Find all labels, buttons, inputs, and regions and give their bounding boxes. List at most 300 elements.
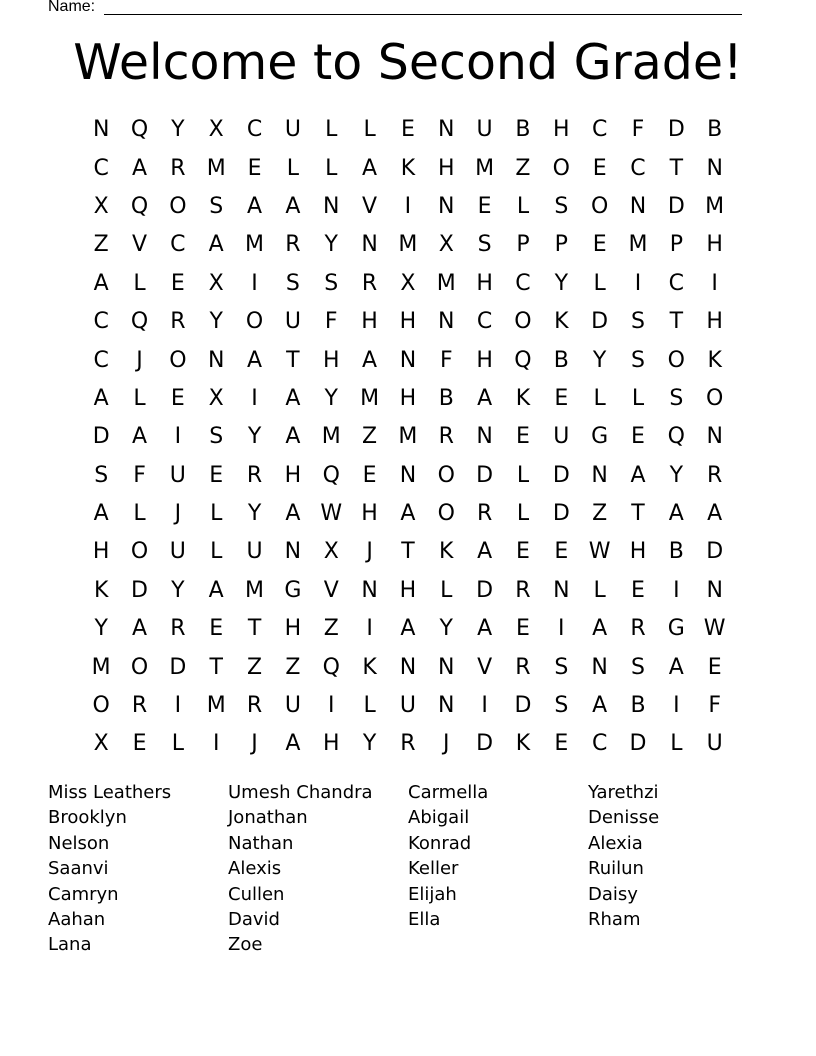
grid-letter[interactable]: L bbox=[631, 385, 645, 411]
grid-letter[interactable]: X bbox=[208, 117, 224, 143]
grid-letter[interactable]: A bbox=[400, 501, 416, 527]
grid-letter[interactable]: I bbox=[366, 616, 373, 642]
grid-letter[interactable]: B bbox=[438, 385, 454, 411]
grid-letter[interactable]: P bbox=[554, 232, 568, 258]
grid-letter[interactable]: K bbox=[515, 731, 531, 757]
grid-letter[interactable]: M bbox=[360, 385, 380, 411]
grid-letter[interactable]: S bbox=[209, 193, 224, 219]
grid-letter[interactable]: S bbox=[477, 232, 492, 258]
grid-letter[interactable]: R bbox=[630, 616, 646, 642]
word-item: Nathan bbox=[228, 832, 294, 854]
grid-letter[interactable]: K bbox=[362, 654, 377, 680]
grid-letter[interactable]: U bbox=[399, 693, 416, 719]
grid-letter[interactable]: X bbox=[400, 270, 416, 296]
grid-letter[interactable]: A bbox=[208, 577, 224, 603]
grid-letter[interactable]: N bbox=[399, 347, 417, 373]
grid-letter[interactable]: Q bbox=[130, 117, 149, 143]
grid-letter[interactable]: M bbox=[705, 193, 725, 219]
grid-letter[interactable]: S bbox=[324, 270, 339, 296]
grid-letter[interactable]: A bbox=[400, 616, 416, 642]
grid-letter[interactable]: N bbox=[323, 193, 340, 219]
grid-letter[interactable]: A bbox=[477, 539, 493, 565]
grid-letter[interactable]: I bbox=[404, 193, 412, 219]
grid-letter[interactable]: E bbox=[209, 462, 224, 488]
grid-letter[interactable]: Z bbox=[592, 501, 608, 527]
grid-letter[interactable]: L bbox=[133, 385, 146, 411]
grid-letter[interactable]: A bbox=[93, 501, 109, 527]
grid-letter[interactable]: A bbox=[285, 385, 301, 411]
grid-letter[interactable]: E bbox=[631, 424, 645, 450]
grid-letter[interactable]: Q bbox=[514, 347, 532, 373]
grid-letter[interactable]: Y bbox=[362, 731, 377, 757]
grid-letter[interactable]: O bbox=[437, 501, 455, 527]
grid-letter[interactable]: D bbox=[629, 731, 647, 757]
grid-row bbox=[82, 188, 734, 226]
grid-letter[interactable]: Y bbox=[439, 616, 453, 642]
grid-letter[interactable]: L bbox=[133, 501, 146, 527]
grid-letter[interactable]: Z bbox=[323, 616, 339, 642]
grid-letter[interactable]: Z bbox=[285, 654, 301, 680]
word-column bbox=[228, 780, 408, 958]
grid-letter[interactable]: N bbox=[361, 232, 378, 258]
grid-letter[interactable]: N bbox=[399, 462, 417, 488]
grid-letter[interactable]: G bbox=[284, 577, 302, 603]
grid-letter[interactable]: R bbox=[285, 232, 301, 258]
grid-letter[interactable]: C bbox=[93, 155, 109, 181]
grid-letter[interactable]: C bbox=[246, 117, 263, 143]
grid-letter[interactable]: H bbox=[629, 539, 647, 565]
grid-letter[interactable]: R bbox=[170, 155, 186, 181]
grid-letter[interactable]: H bbox=[476, 347, 493, 373]
grid-letter[interactable]: L bbox=[516, 193, 530, 219]
grid-letter[interactable]: H bbox=[322, 731, 340, 757]
grid-letter[interactable]: X bbox=[323, 539, 339, 565]
grid-letter[interactable]: A bbox=[93, 270, 109, 296]
grid-letter[interactable]: U bbox=[706, 731, 723, 757]
grid-letter[interactable]: E bbox=[554, 539, 569, 565]
grid-letter[interactable]: I bbox=[711, 270, 718, 296]
grid-letter[interactable]: D bbox=[169, 654, 187, 680]
grid-letter[interactable]: Q bbox=[667, 424, 685, 450]
grid-letter[interactable]: N bbox=[476, 424, 493, 450]
grid-letter[interactable]: E bbox=[362, 462, 377, 488]
grid-letter[interactable]: R bbox=[361, 270, 378, 296]
grid-letter[interactable]: P bbox=[516, 232, 530, 258]
grid-letter[interactable]: M bbox=[206, 155, 226, 181]
grid-letter[interactable]: O bbox=[92, 693, 110, 719]
grid-letter[interactable]: B bbox=[707, 117, 723, 143]
grid-letter[interactable]: P bbox=[669, 232, 683, 258]
grid-letter[interactable]: N bbox=[706, 155, 723, 181]
grid-letter[interactable]: D bbox=[667, 117, 685, 143]
grid-letter[interactable]: N bbox=[438, 693, 455, 719]
grid-row bbox=[82, 687, 734, 725]
grid-letter[interactable]: S bbox=[209, 424, 224, 450]
grid-letter[interactable]: C bbox=[515, 270, 531, 296]
grid-letter[interactable]: E bbox=[477, 193, 492, 219]
grid-letter[interactable]: K bbox=[93, 577, 109, 603]
grid-letter[interactable]: O bbox=[514, 309, 532, 335]
grid-letter[interactable]: L bbox=[325, 155, 338, 181]
grid-letter[interactable]: E bbox=[247, 155, 262, 181]
grid-letter[interactable]: X bbox=[208, 385, 224, 411]
grid-letter[interactable]: R bbox=[476, 501, 493, 527]
grid-letter[interactable]: M bbox=[398, 424, 418, 450]
grid-letter[interactable]: V bbox=[477, 654, 493, 680]
grid-letter[interactable]: Z bbox=[515, 155, 531, 181]
grid-letter[interactable]: D bbox=[92, 424, 110, 450]
grid-letter[interactable]: Q bbox=[322, 462, 340, 488]
grid-letter[interactable]: J bbox=[136, 347, 143, 373]
grid-letter[interactable]: H bbox=[322, 347, 340, 373]
grid-letter[interactable]: L bbox=[363, 117, 376, 143]
grid-letter[interactable]: D bbox=[706, 539, 724, 565]
grid-letter[interactable]: Y bbox=[554, 270, 569, 296]
grid-letter[interactable]: J bbox=[366, 539, 373, 565]
grid-letter[interactable]: T bbox=[209, 654, 223, 680]
grid-letter[interactable]: N bbox=[591, 654, 608, 680]
grid-letter[interactable]: O bbox=[706, 385, 724, 411]
grid-letter[interactable]: A bbox=[707, 501, 723, 527]
grid-letter[interactable]: E bbox=[554, 385, 569, 411]
grid-letter[interactable]: J bbox=[174, 501, 182, 527]
grid-letter[interactable]: R bbox=[515, 577, 531, 603]
grid-letter[interactable]: I bbox=[251, 385, 258, 411]
grid-letter[interactable]: Y bbox=[94, 616, 108, 642]
grid-letter[interactable]: E bbox=[170, 385, 185, 411]
grid-letter[interactable]: A bbox=[592, 616, 608, 642]
grid-letter[interactable]: T bbox=[286, 347, 300, 373]
grid-letter[interactable]: V bbox=[362, 193, 378, 219]
grid-letter[interactable]: C bbox=[476, 309, 493, 335]
grid-letter[interactable]: A bbox=[285, 193, 301, 219]
grid-letter[interactable]: K bbox=[439, 539, 454, 565]
grid-letter[interactable]: Q bbox=[130, 193, 149, 219]
grid-letter[interactable]: H bbox=[437, 155, 455, 181]
grid-letter[interactable]: M bbox=[206, 693, 226, 719]
grid-letter[interactable]: A bbox=[362, 155, 378, 181]
grid-letter[interactable]: N bbox=[438, 654, 455, 680]
grid-letter[interactable]: S bbox=[631, 654, 645, 680]
grid-letter[interactable]: Y bbox=[324, 232, 338, 258]
grid-letter[interactable]: D bbox=[667, 193, 685, 219]
grid-letter[interactable]: J bbox=[443, 731, 450, 757]
grid-letter[interactable]: R bbox=[131, 693, 148, 719]
grid-letter[interactable]: C bbox=[93, 309, 109, 335]
grid-letter[interactable]: F bbox=[133, 462, 146, 488]
grid-letter[interactable]: B bbox=[630, 693, 646, 719]
grid-letter[interactable]: V bbox=[323, 577, 339, 603]
grid-letter[interactable]: G bbox=[591, 424, 609, 450]
grid-letter[interactable]: L bbox=[325, 117, 338, 143]
grid-letter[interactable]: E bbox=[631, 577, 645, 603]
grid-letter[interactable]: L bbox=[670, 731, 683, 757]
grid-letter[interactable]: E bbox=[592, 155, 607, 181]
grid-letter[interactable]: E bbox=[554, 731, 569, 757]
grid-letter[interactable]: R bbox=[707, 462, 723, 488]
grid-letter[interactable]: U bbox=[169, 462, 186, 488]
grid-letter[interactable]: I bbox=[558, 616, 565, 642]
grid-letter[interactable]: D bbox=[476, 577, 494, 603]
grid-letter[interactable]: A bbox=[362, 347, 378, 373]
grid-letter[interactable]: U bbox=[284, 693, 301, 719]
grid-letter[interactable]: R bbox=[170, 309, 186, 335]
grid-letter[interactable]: K bbox=[400, 155, 416, 181]
grid-letter[interactable]: C bbox=[170, 232, 186, 258]
grid-letter[interactable]: D bbox=[131, 577, 148, 603]
grid-letter[interactable]: E bbox=[516, 616, 530, 642]
grid-letter[interactable]: H bbox=[361, 501, 378, 527]
grid-letter[interactable]: H bbox=[284, 462, 302, 488]
grid-letter[interactable]: L bbox=[593, 577, 606, 603]
grid-letter[interactable]: E bbox=[209, 616, 224, 642]
grid-letter[interactable]: J bbox=[251, 731, 258, 757]
grid-letter[interactable]: D bbox=[476, 462, 494, 488]
grid-letter[interactable]: A bbox=[285, 501, 301, 527]
grid-letter[interactable]: K bbox=[515, 385, 531, 411]
grid-letter[interactable]: Z bbox=[247, 654, 263, 680]
grid-letter[interactable]: Q bbox=[322, 654, 340, 680]
grid-letter[interactable]: M bbox=[91, 654, 111, 680]
grid-letter[interactable]: U bbox=[169, 539, 186, 565]
grid-letter[interactable]: X bbox=[208, 270, 224, 296]
grid-letter[interactable]: L bbox=[286, 155, 300, 181]
grid-letter[interactable]: G bbox=[667, 616, 685, 642]
grid-letter[interactable]: L bbox=[133, 270, 146, 296]
letter-grid bbox=[82, 111, 734, 764]
grid-letter[interactable]: A bbox=[630, 462, 646, 488]
grid-letter[interactable]: Y bbox=[247, 424, 262, 450]
grid-letter[interactable]: H bbox=[284, 616, 302, 642]
grid-letter[interactable]: T bbox=[669, 309, 684, 335]
grid-letter[interactable]: A bbox=[131, 616, 148, 642]
grid-letter[interactable]: N bbox=[706, 424, 723, 450]
grid-letter[interactable]: N bbox=[591, 462, 608, 488]
grid-letter[interactable]: R bbox=[515, 654, 531, 680]
grid-letter[interactable]: Z bbox=[362, 424, 378, 450]
grid-letter[interactable]: E bbox=[592, 232, 607, 258]
grid-letter[interactable]: N bbox=[92, 117, 110, 143]
grid-letter[interactable]: F bbox=[324, 309, 338, 335]
grid-letter[interactable]: S bbox=[554, 693, 569, 719]
grid-letter[interactable]: D bbox=[552, 462, 570, 488]
grid-letter[interactable]: N bbox=[706, 577, 723, 603]
grid-letter[interactable]: F bbox=[631, 117, 645, 143]
grid-letter[interactable]: V bbox=[131, 232, 148, 258]
grid-row bbox=[82, 495, 734, 533]
grid-letter[interactable]: A bbox=[592, 693, 608, 719]
grid-letter[interactable]: E bbox=[516, 539, 530, 565]
grid-letter[interactable]: Y bbox=[209, 309, 223, 335]
grid-letter[interactable]: U bbox=[553, 424, 570, 450]
grid-letter[interactable]: C bbox=[668, 270, 685, 296]
grid-letter[interactable]: A bbox=[668, 501, 684, 527]
grid-letter[interactable]: N bbox=[438, 309, 455, 335]
grid-letter[interactable]: Y bbox=[592, 347, 607, 373]
grid-letter[interactable]: O bbox=[667, 347, 685, 373]
grid-letter[interactable]: T bbox=[401, 539, 415, 565]
grid-letter[interactable]: I bbox=[212, 731, 220, 757]
grid-letter[interactable]: M bbox=[436, 270, 456, 296]
grid-letter[interactable]: C bbox=[630, 155, 646, 181]
grid-letter[interactable]: I bbox=[174, 424, 182, 450]
grid-letter[interactable]: D bbox=[514, 693, 532, 719]
grid-letter[interactable]: Y bbox=[171, 117, 185, 143]
grid-letter[interactable]: R bbox=[438, 424, 454, 450]
grid-letter[interactable]: I bbox=[481, 693, 488, 719]
grid-letter[interactable]: E bbox=[400, 117, 415, 143]
grid-letter[interactable]: Q bbox=[130, 309, 149, 335]
grid-letter[interactable]: N bbox=[207, 347, 225, 373]
grid-letter[interactable]: A bbox=[247, 193, 263, 219]
grid-letter[interactable]: C bbox=[93, 347, 109, 373]
word-item: Ruilun bbox=[588, 858, 644, 880]
grid-letter[interactable]: A bbox=[93, 385, 109, 411]
grid-letter[interactable]: A bbox=[131, 424, 148, 450]
grid-letter[interactable]: B bbox=[668, 539, 684, 565]
grid-letter[interactable]: I bbox=[634, 270, 642, 296]
grid-letter[interactable]: U bbox=[476, 117, 493, 143]
grid-letter[interactable]: B bbox=[515, 117, 531, 143]
grid-letter[interactable]: N bbox=[399, 654, 417, 680]
grid-letter[interactable]: R bbox=[400, 731, 416, 757]
grid-letter[interactable]: I bbox=[673, 693, 680, 719]
grid-letter[interactable]: B bbox=[553, 347, 569, 373]
grid-letter[interactable]: L bbox=[516, 501, 530, 527]
grid-letter[interactable]: A bbox=[477, 385, 493, 411]
grid-letter[interactable]: Y bbox=[324, 385, 338, 411]
grid-letter[interactable]: A bbox=[208, 232, 224, 258]
grid-letter[interactable]: K bbox=[707, 347, 722, 373]
grid-letter[interactable]: I bbox=[174, 693, 182, 719]
grid-letter[interactable]: M bbox=[628, 232, 648, 258]
grid-letter[interactable]: C bbox=[591, 731, 608, 757]
grid-letter[interactable]: M bbox=[475, 155, 495, 181]
grid-letter[interactable]: I bbox=[327, 693, 335, 719]
grid-letter[interactable]: H bbox=[92, 539, 110, 565]
grid-letter[interactable]: O bbox=[590, 193, 609, 219]
grid-letter[interactable]: M bbox=[245, 232, 265, 258]
grid-letter[interactable]: C bbox=[591, 117, 608, 143]
grid-letter[interactable]: N bbox=[438, 193, 455, 219]
grid-letter[interactable]: E bbox=[516, 424, 530, 450]
grid-letter[interactable]: D bbox=[476, 731, 494, 757]
grid-letter[interactable]: F bbox=[439, 347, 453, 373]
grid-letter[interactable]: H bbox=[706, 232, 723, 258]
grid-letter[interactable]: E bbox=[170, 270, 185, 296]
grid-letter[interactable]: Y bbox=[247, 501, 262, 527]
grid-letter[interactable]: N bbox=[284, 539, 302, 565]
grid-letter[interactable]: D bbox=[591, 309, 609, 335]
word-item: Brooklyn bbox=[48, 807, 127, 829]
grid-letter[interactable]: I bbox=[251, 270, 258, 296]
grid-letter[interactable]: S bbox=[285, 270, 300, 296]
grid-letter[interactable]: S bbox=[631, 309, 645, 335]
grid-letter[interactable]: R bbox=[170, 616, 186, 642]
grid-letter[interactable]: I bbox=[673, 577, 680, 603]
grid-letter[interactable]: L bbox=[171, 731, 184, 757]
grid-letter[interactable]: H bbox=[399, 577, 417, 603]
grid-letter[interactable]: H bbox=[706, 309, 723, 335]
grid-letter[interactable]: O bbox=[130, 539, 149, 565]
grid-letter[interactable]: L bbox=[363, 693, 376, 719]
name-blank-line[interactable] bbox=[104, 14, 742, 15]
grid-letter[interactable]: H bbox=[399, 309, 417, 335]
grid-letter[interactable]: U bbox=[284, 117, 301, 143]
grid-letter[interactable]: M bbox=[245, 577, 265, 603]
grid-letter[interactable]: A bbox=[668, 654, 684, 680]
grid-letter[interactable]: H bbox=[476, 270, 493, 296]
grid-letter[interactable]: A bbox=[477, 616, 493, 642]
grid-letter[interactable]: H bbox=[361, 309, 378, 335]
grid-letter[interactable]: F bbox=[708, 693, 721, 719]
grid-letter[interactable]: O bbox=[437, 462, 455, 488]
grid-letter[interactable]: O bbox=[245, 309, 264, 335]
grid-letter[interactable]: H bbox=[553, 117, 570, 143]
grid-letter[interactable]: H bbox=[399, 385, 417, 411]
grid-letter[interactable]: Y bbox=[171, 577, 185, 603]
grid-letter[interactable]: N bbox=[438, 117, 455, 143]
grid-letter[interactable]: L bbox=[210, 539, 223, 565]
grid-letter[interactable]: O bbox=[169, 347, 187, 373]
grid-letter[interactable]: N bbox=[361, 577, 378, 603]
grid-letter[interactable]: W bbox=[703, 616, 726, 642]
grid-letter[interactable]: U bbox=[246, 539, 263, 565]
grid-letter[interactable]: L bbox=[440, 577, 453, 603]
grid-letter[interactable]: K bbox=[554, 309, 569, 335]
grid-letter[interactable]: T bbox=[247, 616, 262, 642]
grid-letter[interactable]: A bbox=[247, 347, 263, 373]
grid-letter[interactable]: R bbox=[246, 462, 263, 488]
grid-letter[interactable]: W bbox=[320, 501, 343, 527]
grid-letter[interactable]: X bbox=[438, 232, 454, 258]
grid-letter[interactable]: L bbox=[516, 462, 530, 488]
grid-letter[interactable]: W bbox=[588, 539, 611, 565]
grid-letter[interactable]: S bbox=[554, 654, 569, 680]
grid-letter[interactable]: T bbox=[631, 501, 645, 527]
grid-letter[interactable]: L bbox=[210, 501, 223, 527]
grid-letter[interactable]: A bbox=[285, 731, 301, 757]
word-item: Keller bbox=[408, 858, 459, 880]
grid-letter[interactable]: E bbox=[132, 731, 147, 757]
grid-letter[interactable]: Y bbox=[669, 462, 684, 488]
grid-letter[interactable]: E bbox=[707, 654, 722, 680]
grid-letter[interactable]: S bbox=[631, 347, 645, 373]
grid-letter[interactable]: N bbox=[553, 577, 570, 603]
grid-letter[interactable]: D bbox=[552, 501, 570, 527]
grid-letter[interactable]: A bbox=[285, 424, 301, 450]
grid-letter[interactable]: L bbox=[593, 385, 606, 411]
grid-letter[interactable]: M bbox=[321, 424, 341, 450]
grid-letter[interactable]: S bbox=[554, 193, 569, 219]
grid-letter[interactable]: O bbox=[552, 155, 570, 181]
grid-letter[interactable]: O bbox=[130, 654, 149, 680]
word-item: Jonathan bbox=[228, 807, 308, 829]
grid-letter[interactable]: Z bbox=[93, 232, 109, 258]
grid-letter[interactable]: X bbox=[93, 193, 109, 219]
grid-letter[interactable]: S bbox=[94, 462, 109, 488]
grid-letter[interactable]: L bbox=[593, 270, 606, 296]
grid-letter[interactable]: A bbox=[131, 155, 148, 181]
grid-letter[interactable]: R bbox=[246, 693, 263, 719]
grid-letter[interactable]: M bbox=[398, 232, 418, 258]
grid-letter[interactable]: O bbox=[169, 193, 187, 219]
grid-letter[interactable]: S bbox=[669, 385, 684, 411]
grid-letter[interactable]: X bbox=[93, 731, 109, 757]
grid-letter[interactable]: T bbox=[669, 155, 684, 181]
grid-letter[interactable]: N bbox=[629, 193, 647, 219]
grid-letter[interactable]: U bbox=[284, 309, 301, 335]
